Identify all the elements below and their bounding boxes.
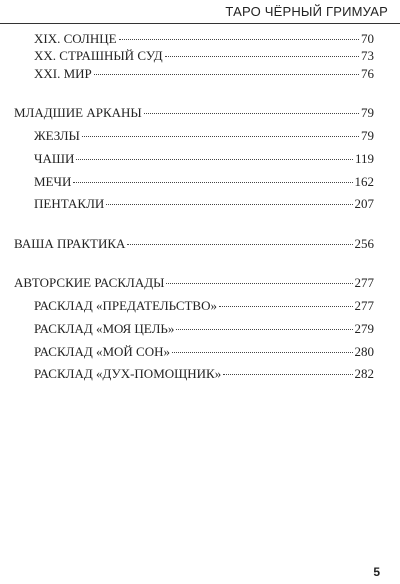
toc-entry-page: 76: [361, 66, 374, 81]
toc-entry-page: 279: [354, 321, 374, 336]
toc-entry-label: XXI. МИР: [34, 66, 92, 81]
toc-entry-label: ЖЕЗЛЫ: [34, 128, 80, 143]
dot-leader: [94, 74, 359, 75]
toc-entry[interactable]: [34, 151, 374, 167]
dot-leader: [223, 374, 352, 375]
toc-section-label: ВАША ПРАКТИКА: [14, 236, 126, 251]
dot-leader: [119, 39, 359, 40]
dot-leader: [219, 306, 353, 307]
toc-section-page: 79: [361, 105, 374, 120]
toc-entry[interactable]: [34, 321, 374, 337]
toc-entry-label: XX. СТРАШНЫЙ СУД: [34, 48, 163, 63]
toc-section[interactable]: [14, 275, 374, 291]
toc-entry-label: РАСКЛАД «ДУХ-ПОМОЩНИК»: [34, 366, 222, 381]
toc-entry-label: ЧАШИ: [34, 151, 75, 166]
toc-entry[interactable]: [34, 344, 374, 360]
page-number: 5: [373, 565, 380, 579]
dot-leader: [166, 283, 352, 284]
dot-leader: [106, 204, 352, 205]
dot-leader: [144, 113, 359, 114]
toc-section[interactable]: [14, 236, 374, 252]
toc-entry[interactable]: [34, 196, 374, 212]
toc-entry[interactable]: [34, 66, 374, 82]
toc-entry[interactable]: [34, 31, 374, 47]
dot-leader: [127, 244, 352, 245]
dot-leader: [76, 159, 353, 160]
toc-entry-page: 70: [361, 31, 374, 46]
toc-entry-page: 73: [361, 48, 374, 63]
toc-section-label: МЛАДШИЕ АРКАНЫ: [14, 105, 142, 120]
toc-section-page: 256: [354, 236, 374, 251]
dot-leader: [165, 56, 359, 57]
toc-entry-page: 79: [361, 128, 374, 143]
toc-entry-page: 280: [354, 344, 374, 359]
toc-section-page: 277: [354, 275, 374, 290]
dot-leader: [82, 136, 359, 137]
toc-entry[interactable]: [34, 174, 374, 190]
toc-entry-label: ПЕНТАКЛИ: [34, 196, 105, 211]
toc-entry-label: МЕЧИ: [34, 174, 72, 189]
toc-entry-label: РАСКЛАД «МОЯ ЦЕЛЬ»: [34, 321, 175, 336]
dot-leader: [172, 352, 352, 353]
toc-section[interactable]: [14, 105, 374, 121]
toc-entry-page: 282: [354, 366, 374, 381]
toc-section-label: АВТОРСКИЕ РАСКЛАДЫ: [14, 275, 165, 290]
dot-leader: [73, 182, 352, 183]
toc-entry-label: РАСКЛАД «МОЙ СОН»: [34, 344, 171, 359]
toc-entry-page: 207: [354, 196, 374, 211]
dot-leader: [176, 329, 352, 330]
toc-entry-page: 277: [354, 298, 374, 313]
toc-entry[interactable]: [34, 48, 374, 64]
toc-entry-page: 119: [354, 151, 374, 166]
toc-entry[interactable]: [34, 128, 374, 144]
toc-entry-label: XIX. СОЛНЦЕ: [34, 31, 117, 46]
toc-entry[interactable]: [34, 298, 374, 314]
toc-entry-page: 162: [354, 174, 374, 189]
toc-entry-label: РАСКЛАД «ПРЕДАТЕЛЬСТВО»: [34, 298, 217, 313]
toc-entry[interactable]: [34, 366, 374, 382]
book-title: ТАРО ЧЁРНЫЙ ГРИМУАР: [225, 4, 388, 19]
